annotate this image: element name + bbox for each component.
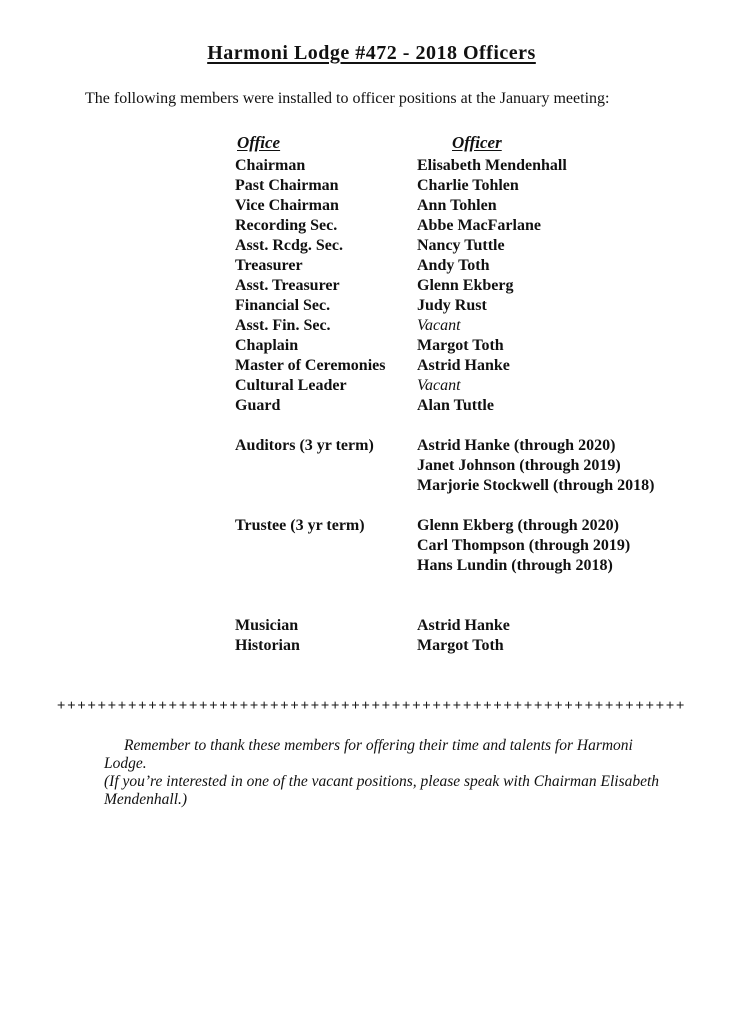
office-cell: Cultural Leader <box>235 377 347 394</box>
officer-name: Hans Lundin (through 2018) <box>417 557 613 574</box>
officer-name: Astrid Hanke <box>417 617 510 634</box>
roster-section <box>235 156 705 416</box>
officer-cell <box>417 156 705 176</box>
office-cell: Trustee (3 yr term) <box>235 517 365 534</box>
officer-cell <box>417 396 705 416</box>
officer-cell <box>417 176 705 196</box>
officer-roster <box>235 133 705 656</box>
officer-header-text: Officer <box>452 133 502 152</box>
roster-section <box>235 436 705 496</box>
officer-name: Abbe MacFarlane <box>417 217 541 234</box>
officer-vacant: Vacant <box>417 317 461 334</box>
officer-cell <box>417 356 705 376</box>
officer-name: Judy Rust <box>417 297 487 314</box>
officer-cell <box>417 436 705 496</box>
officer-cell <box>417 256 705 276</box>
officer-name: Margot Toth <box>417 637 504 654</box>
officer-cell <box>417 636 705 656</box>
officer-cell <box>417 336 705 356</box>
office-cell: Treasurer <box>235 257 303 274</box>
office-cell: Auditors (3 yr term) <box>235 437 374 454</box>
office-cell: Musician <box>235 617 299 634</box>
roster-row <box>235 316 705 336</box>
intro-paragraph: The following members were installed to officer positions at the January meeting: <box>85 90 610 107</box>
officer-cell <box>417 276 705 296</box>
office-cell: Vice Chairman <box>235 197 339 214</box>
officer-name: Glenn Ekberg (through 2020) <box>417 517 619 534</box>
officer-vacant: Vacant <box>417 377 461 394</box>
office-column-header <box>235 133 417 153</box>
roster-row <box>235 336 705 356</box>
roster-body <box>235 156 705 656</box>
roster-row <box>235 216 705 236</box>
office-cell: Chaplain <box>235 337 299 354</box>
roster-section <box>235 516 705 576</box>
roster-header-row <box>235 133 705 153</box>
office-cell: Financial Sec. <box>235 297 331 314</box>
page-title <box>0 42 743 65</box>
office-cell: Guard <box>235 397 281 414</box>
office-cell: Historian <box>235 637 300 654</box>
roster-row <box>235 276 705 296</box>
roster-row <box>235 436 705 496</box>
roster-row <box>235 256 705 276</box>
officer-cell <box>417 516 705 576</box>
officer-name: Astrid Hanke <box>417 357 510 374</box>
roster-row <box>235 296 705 316</box>
officer-name: Andy Toth <box>417 257 490 274</box>
officer-name: Ann Tohlen <box>417 197 497 214</box>
roster-row <box>235 376 705 396</box>
footer-note <box>104 737 664 809</box>
roster-row <box>235 616 705 636</box>
footer-line: Remember to thank these members for offering their time and talents for Harmoni Lodge. <box>104 737 633 772</box>
roster-row <box>235 196 705 216</box>
officer-name: Charlie Tohlen <box>417 177 519 194</box>
office-cell: Past Chairman <box>235 177 339 194</box>
roster-row <box>235 156 705 176</box>
officer-cell <box>417 296 705 316</box>
roster-row <box>235 396 705 416</box>
office-cell: Asst. Rcdg. Sec. <box>235 237 343 254</box>
roster-section <box>235 616 705 656</box>
office-cell: Asst. Treasurer <box>235 277 340 294</box>
officer-column-header <box>417 133 502 153</box>
roster-row <box>235 356 705 376</box>
officer-name: Janet Johnson (through 2019) <box>417 457 621 474</box>
officer-name: Marjorie Stockwell (through 2018) <box>417 477 655 494</box>
officer-name: Nancy Tuttle <box>417 237 505 254</box>
officer-cell <box>417 616 705 636</box>
officer-name: Carl Thompson (through 2019) <box>417 537 631 554</box>
page-title-text: Harmoni Lodge #472 - 2018 Officers <box>207 42 536 64</box>
officer-cell <box>417 316 705 336</box>
office-cell: Master of Ceremonies <box>235 357 386 374</box>
officer-name: Elisabeth Mendenhall <box>417 157 567 174</box>
plus-sign-divider: ++++++++++++++++++++++++++++++++++++++++++++++++++++++++++++++ <box>56 698 687 714</box>
footer-line: Mendenhall.) <box>104 791 188 808</box>
office-header-text: Office <box>237 133 281 152</box>
officer-cell <box>417 236 705 256</box>
roster-row <box>235 516 705 576</box>
footer-line: (If you’re interested in one of the vacant positions, please speak with Chairman Elisabeth <box>104 773 660 790</box>
officer-name: Astrid Hanke (through 2020) <box>417 437 616 454</box>
officer-name: Alan Tuttle <box>417 397 494 414</box>
officer-cell <box>417 196 705 216</box>
office-cell: Chairman <box>235 157 306 174</box>
officer-name: Glenn Ekberg <box>417 277 514 294</box>
roster-row <box>235 636 705 656</box>
officer-name: Margot Toth <box>417 337 504 354</box>
officer-cell <box>417 216 705 236</box>
office-cell: Recording Sec. <box>235 217 338 234</box>
officer-cell <box>417 376 705 396</box>
roster-row <box>235 176 705 196</box>
roster-row <box>235 236 705 256</box>
office-cell: Asst. Fin. Sec. <box>235 317 331 334</box>
